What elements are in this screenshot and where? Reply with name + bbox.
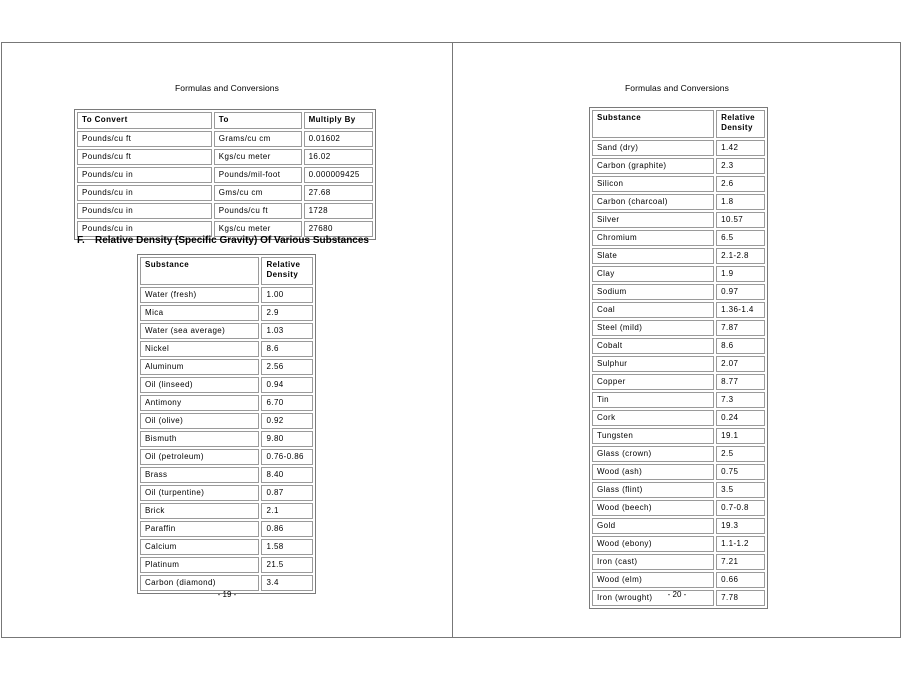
table-cell: Pounds/cu ft [77,131,212,147]
table-cell: Oil (petroleum) [140,449,259,465]
table-cell: Wood (beech) [592,500,714,516]
table-cell: Brass [140,467,259,483]
table-header-row [592,110,765,138]
table-cell: 6.70 [261,395,313,411]
table-row [140,323,313,339]
table-cell: 0.01602 [304,131,373,147]
table-cell: Cork [592,410,714,426]
table-row [592,356,765,372]
conversion-table [74,109,376,240]
table-row [592,176,765,192]
document-spread [1,42,901,638]
table-cell: Tungsten [592,428,714,444]
table-cell: 7.87 [716,320,765,336]
table-cell: Wood (ash) [592,464,714,480]
table-row [140,395,313,411]
table-cell: Oil (olive) [140,413,259,429]
table-cell: 0.94 [261,377,313,393]
table-cell: 19.3 [716,518,765,534]
table-cell: 7.21 [716,554,765,570]
table-cell: 8.77 [716,374,765,390]
table-cell: Wood (ebony) [592,536,714,552]
table-row [140,305,313,321]
table-cell: Steel (mild) [592,320,714,336]
table-cell: Kgs/cu meter [214,149,302,165]
table-row [140,503,313,519]
table-cell: Iron (wrought) [592,590,714,606]
table-cell: 0.87 [261,485,313,501]
table-cell: 2.6 [716,176,765,192]
table-cell: Pounds/mil-foot [214,167,302,183]
table-cell: 0.7-0.8 [716,500,765,516]
section-title: Relative Density (Specific Gravity) Of Various Substances [95,235,369,246]
table-cell: 1.58 [261,539,313,555]
table-row [592,464,765,480]
table-cell: Water (fresh) [140,287,259,303]
table-cell: 16.02 [304,149,373,165]
table-cell: Pounds/cu in [77,167,212,183]
density-table-left [137,254,316,594]
table-cell: 27.68 [304,185,373,201]
column-header: Substance [592,110,714,138]
table-row [592,500,765,516]
table-cell: 3.4 [261,575,313,591]
table-cell: Gms/cu cm [214,185,302,201]
table-cell: Oil (linseed) [140,377,259,393]
table-cell: Pounds/cu in [77,185,212,201]
table-cell: 0.000009425 [304,167,373,183]
table-row [140,539,313,555]
table-row [77,203,373,219]
table-row [592,212,765,228]
table-cell: 2.5 [716,446,765,462]
table-row [77,167,373,183]
table-cell: 27680 [304,221,373,237]
column-header: Multiply By [304,112,373,129]
table-cell: Iron (cast) [592,554,714,570]
table-cell: Calcium [140,539,259,555]
table-cell: 19.1 [716,428,765,444]
column-header: To [214,112,302,129]
table-cell: Nickel [140,341,259,357]
table-row [77,149,373,165]
table-cell: 1.9 [716,266,765,282]
page-number: - 19 - [217,590,237,599]
table-cell: Pounds/cu ft [77,149,212,165]
table-cell: Brick [140,503,259,519]
table-cell: 1.36-1.4 [716,302,765,318]
table-cell: Carbon (diamond) [140,575,259,591]
page-header: Formulas and Conversions [625,83,729,93]
table-row [592,482,765,498]
table-row [77,185,373,201]
table-row [592,572,765,588]
table-row [592,248,765,264]
table-row [592,536,765,552]
table-cell: 1.03 [261,323,313,339]
table-cell: Carbon (charcoal) [592,194,714,210]
table-cell: Wood (elm) [592,572,714,588]
table-cell: 8.6 [261,341,313,357]
table-cell: 0.92 [261,413,313,429]
table-cell: Water (sea average) [140,323,259,339]
column-header: Relative Density [716,110,765,138]
table-cell: 7.3 [716,392,765,408]
table-cell: Slate [592,248,714,264]
table-cell: Kgs/cu meter [214,221,302,237]
table-cell: Clay [592,266,714,282]
table-row [140,557,313,573]
table-cell: Tin [592,392,714,408]
table-cell: Mica [140,305,259,321]
page-header: Formulas and Conversions [175,83,279,93]
table-cell: 2.56 [261,359,313,375]
table-cell: Coal [592,302,714,318]
table-cell: Antimony [140,395,259,411]
table-row [592,410,765,426]
table-row [592,284,765,300]
table-row [592,428,765,444]
table-cell: Aluminum [140,359,259,375]
table-row [592,140,765,156]
section-number: F. [77,235,85,246]
table-cell: 3.5 [716,482,765,498]
table-cell: 0.97 [716,284,765,300]
table-cell: Sand (dry) [592,140,714,156]
table-row [592,194,765,210]
table-cell: 0.24 [716,410,765,426]
table-row [140,485,313,501]
table-cell: 2.1 [261,503,313,519]
table-row [592,446,765,462]
table-row [592,518,765,534]
table-cell: 1728 [304,203,373,219]
page-19 [2,43,452,637]
table-cell: Copper [592,374,714,390]
table-cell: Silicon [592,176,714,192]
table-row [77,131,373,147]
table-cell: 1.42 [716,140,765,156]
table-cell: 10.57 [716,212,765,228]
table-row [592,230,765,246]
table-header-row [77,112,373,129]
table-cell: Pounds/cu in [77,203,212,219]
table-cell: 0.66 [716,572,765,588]
table-cell: 8.40 [261,467,313,483]
table-row [592,374,765,390]
table-cell: 21.5 [261,557,313,573]
table-cell: Cobalt [592,338,714,354]
table-row [592,302,765,318]
table-row [592,392,765,408]
table-cell: Pounds/cu in [77,221,212,237]
table-cell: Grams/cu cm [214,131,302,147]
table-cell: 2.07 [716,356,765,372]
table-cell: 0.75 [716,464,765,480]
table-cell: 0.86 [261,521,313,537]
table-row [592,158,765,174]
table-row [140,341,313,357]
table-row [140,467,313,483]
page-20 [453,43,901,637]
table-cell: 1.8 [716,194,765,210]
table-cell: 1.00 [261,287,313,303]
table-row [140,359,313,375]
table-cell: 2.1-2.8 [716,248,765,264]
table-cell: 2.3 [716,158,765,174]
table-cell: Silver [592,212,714,228]
table-cell: 1.1-1.2 [716,536,765,552]
table-cell: 8.6 [716,338,765,354]
table-row [592,320,765,336]
table-row [140,287,313,303]
table-row [140,377,313,393]
table-cell: Pounds/cu ft [214,203,302,219]
table-row [140,521,313,537]
table-cell: Sodium [592,284,714,300]
density-table-right [589,107,768,609]
table-cell: Oil (turpentine) [140,485,259,501]
table-cell: 7.78 [716,590,765,606]
column-header: Substance [140,257,259,285]
table-cell: Glass (crown) [592,446,714,462]
table-header-row [140,257,313,285]
table-cell: 9.80 [261,431,313,447]
table-cell: Sulphur [592,356,714,372]
table-cell: Paraffin [140,521,259,537]
table-cell: Gold [592,518,714,534]
section-heading [77,235,369,246]
table-row [140,575,313,591]
table-row [592,554,765,570]
column-header: Relative Density [261,257,313,285]
page-number: - 20 - [667,590,687,599]
table-cell: Glass (flint) [592,482,714,498]
table-cell: 0.76-0.86 [261,449,313,465]
table-row [140,413,313,429]
table-cell: Bismuth [140,431,259,447]
table-cell: Carbon (graphite) [592,158,714,174]
column-header: To Convert [77,112,212,129]
table-cell: Platinum [140,557,259,573]
table-row [592,266,765,282]
table-cell: Chromium [592,230,714,246]
table-cell: 6.5 [716,230,765,246]
table-row [140,431,313,447]
table-row [140,449,313,465]
table-cell: 2.9 [261,305,313,321]
table-row [592,338,765,354]
